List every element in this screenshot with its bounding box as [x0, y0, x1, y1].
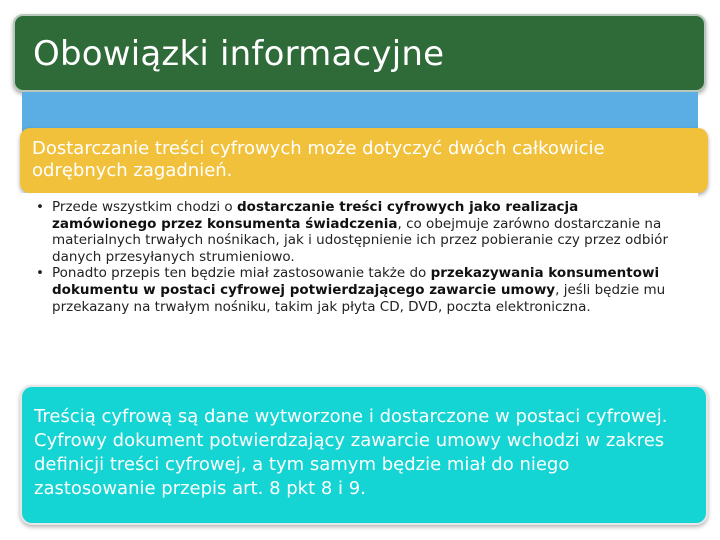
bullet-text: , co obejmuje zarówno dostarczanie na materialnych trwałych nośnikach, jak i udostępnienie ich przez pobieranie czy przez odbiór danych przesyłanych strumieniowo. [52, 215, 668, 265]
bullet-icon: • [36, 265, 44, 282]
bullet-bold-text: przekazywania konsumentowi dokumentu w postaci cyfrowej potwierdzającego zawarcie umowy [52, 265, 660, 298]
title-box [13, 14, 706, 92]
bullet-list [32, 199, 672, 315]
bullet-text: , jeśli będzie mu przekazany na trwałym nośniku, takim jak płyta CD, DVD, poczta elektroniczna. [52, 281, 666, 315]
slide-title: Obowiązki informacyjne [33, 34, 445, 74]
summary-text: Treścią cyfrową są dane wytworzone i dostarczone w postaci cyfrowej. Cyfrowy dokument potwierdzający zawarcie umowy wchodzi w zakres definicji treści cyfrowej, a tym samym będzie miał do niego zastosowanie przepis art. 8 pkt 8 i 9. [34, 406, 668, 499]
intro-text: Dostarczanie treści cyfrowych może dotyczyć dwóch całkowicie odrębnych zagadnień. [32, 138, 605, 181]
list-item [32, 265, 672, 315]
bullet-icon: • [36, 199, 44, 215]
list-item [32, 199, 672, 265]
bullet-bold-text: dostarczanie treści cyfrowych jako realizacja zamówionego przez konsumenta świadczenia [52, 199, 579, 232]
bullet-text: Przede wszystkim chodzi o [52, 199, 237, 215]
intro-box [20, 128, 708, 193]
bullet-text: Ponadto przepis ten będzie miał zastosowanie także do [52, 265, 431, 282]
summary-box [20, 385, 708, 525]
